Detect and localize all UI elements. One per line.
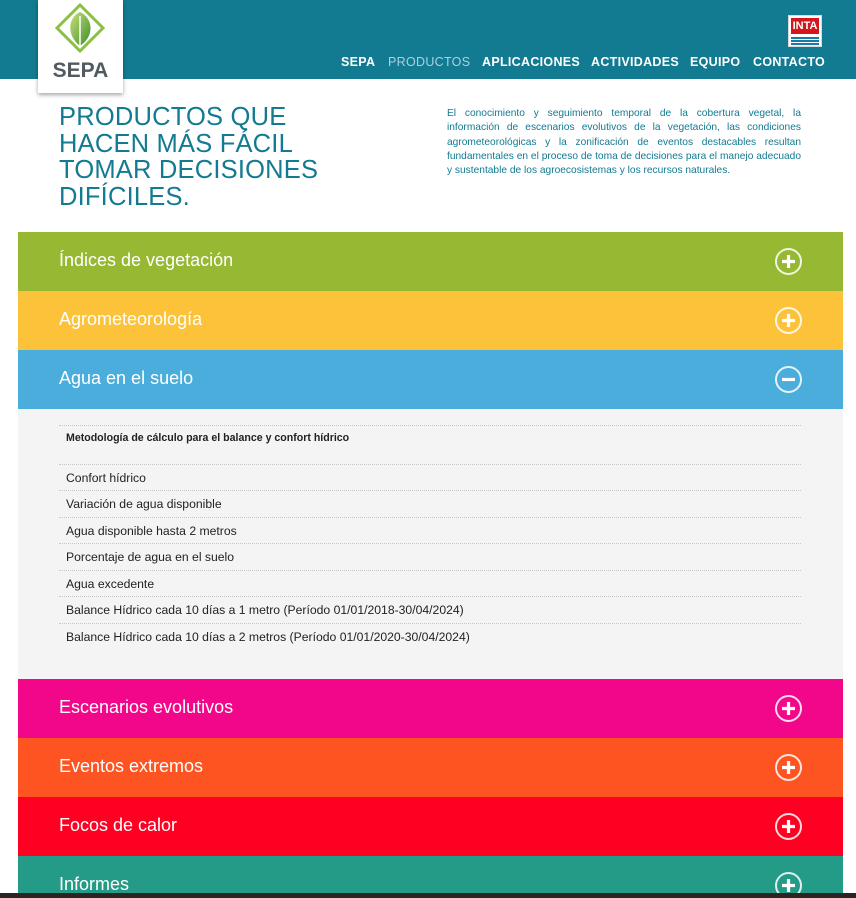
logo-text: SEPA — [52, 59, 109, 82]
product-link[interactable]: Confort hídrico — [59, 464, 801, 491]
product-link[interactable]: Balance Hídrico cada 10 días a 2 metros (Período 01/01/2020-30/04/2024) — [59, 623, 801, 650]
nav-item-actividades[interactable]: ACTIVIDADES — [591, 55, 680, 69]
accordion-eventos-extremos[interactable] — [18, 738, 843, 797]
product-link[interactable]: Balance Hídrico cada 10 días a 1 metro (Período 01/01/2018-30/04/2024) — [59, 596, 801, 623]
accordion-indices-de-vegetacion[interactable] — [18, 232, 843, 291]
accordion-title: Agrometeorología — [59, 309, 203, 329]
plus-circle-icon[interactable] — [774, 812, 803, 841]
headline-line: HACEN MÁS FÁCIL — [59, 129, 293, 158]
accordion-title: Focos de calor — [59, 815, 178, 835]
inta-logo[interactable] — [788, 15, 822, 47]
minus-circle-icon[interactable] — [774, 365, 803, 394]
plus-circle-icon[interactable] — [774, 871, 803, 893]
headline-line: PRODUCTOS QUE — [59, 103, 287, 131]
accordion-title: Agua en el suelo — [59, 368, 194, 388]
nav-item-sepa[interactable]: SEPA — [341, 55, 376, 69]
nav-item-contacto[interactable]: CONTACTO — [753, 55, 826, 69]
nav-item-aplicaciones[interactable]: APLICACIONES — [482, 55, 581, 69]
accordion-title: Escenarios evolutivos — [59, 697, 234, 717]
nav-item-productos[interactable]: PRODUCTOS — [388, 55, 471, 69]
accordion-agua-en-el-suelo[interactable] — [18, 350, 843, 409]
plus-circle-icon[interactable] — [774, 753, 803, 782]
product-link[interactable]: Agua excedente — [59, 570, 801, 597]
product-list — [59, 425, 801, 649]
inta-logo-text: INTA — [792, 20, 818, 32]
accordion-title: Índices de vegetación — [59, 250, 234, 270]
accordion-informes[interactable] — [18, 856, 843, 893]
headline-line: TOMAR DECISIONES — [59, 156, 319, 184]
product-link[interactable]: Agua disponible hasta 2 metros — [59, 517, 801, 544]
product-link[interactable]: Porcentaje de agua en el suelo — [59, 543, 801, 570]
accordion-agrometeorologia[interactable] — [18, 291, 843, 350]
leaf-icon — [53, 2, 108, 57]
plus-circle-icon[interactable] — [774, 306, 803, 335]
plus-circle-icon[interactable] — [774, 694, 803, 723]
nav-item-equipo[interactable]: EQUIPO — [690, 55, 741, 69]
accordion-title: Eventos extremos — [59, 756, 204, 776]
accordion-escenarios-evolutivos[interactable] — [18, 679, 843, 738]
page-bottom-edge — [0, 893, 856, 898]
site-header — [0, 0, 856, 82]
product-link[interactable]: Variación de agua disponible — [59, 490, 801, 517]
accordion-focos-de-calor[interactable] — [18, 797, 843, 856]
methodology-link[interactable]: Metodología de cálculo para el balance y confort hídrico — [59, 425, 801, 464]
accordion-content-agua-en-el-suelo — [18, 409, 843, 679]
sepa-logo[interactable] — [38, 0, 123, 93]
intro-paragraph: El conocimiento y seguimiento temporal de la cobertura vegetal, la información de escenarios evolutivos de la vegetación, las condiciones agrometeorológicas y la zonificación de eventos destacables resultan fundamentales en el proceso de toma de decisiones para el manejo adecuado y sustentable de los agroecosistemas y los recursos naturales. — [447, 108, 801, 177]
accordion-title: Informes — [59, 874, 130, 893]
headline-line: DIFÍCILES. — [59, 182, 190, 211]
page-headline — [59, 104, 379, 210]
plus-circle-icon[interactable] — [774, 247, 803, 276]
